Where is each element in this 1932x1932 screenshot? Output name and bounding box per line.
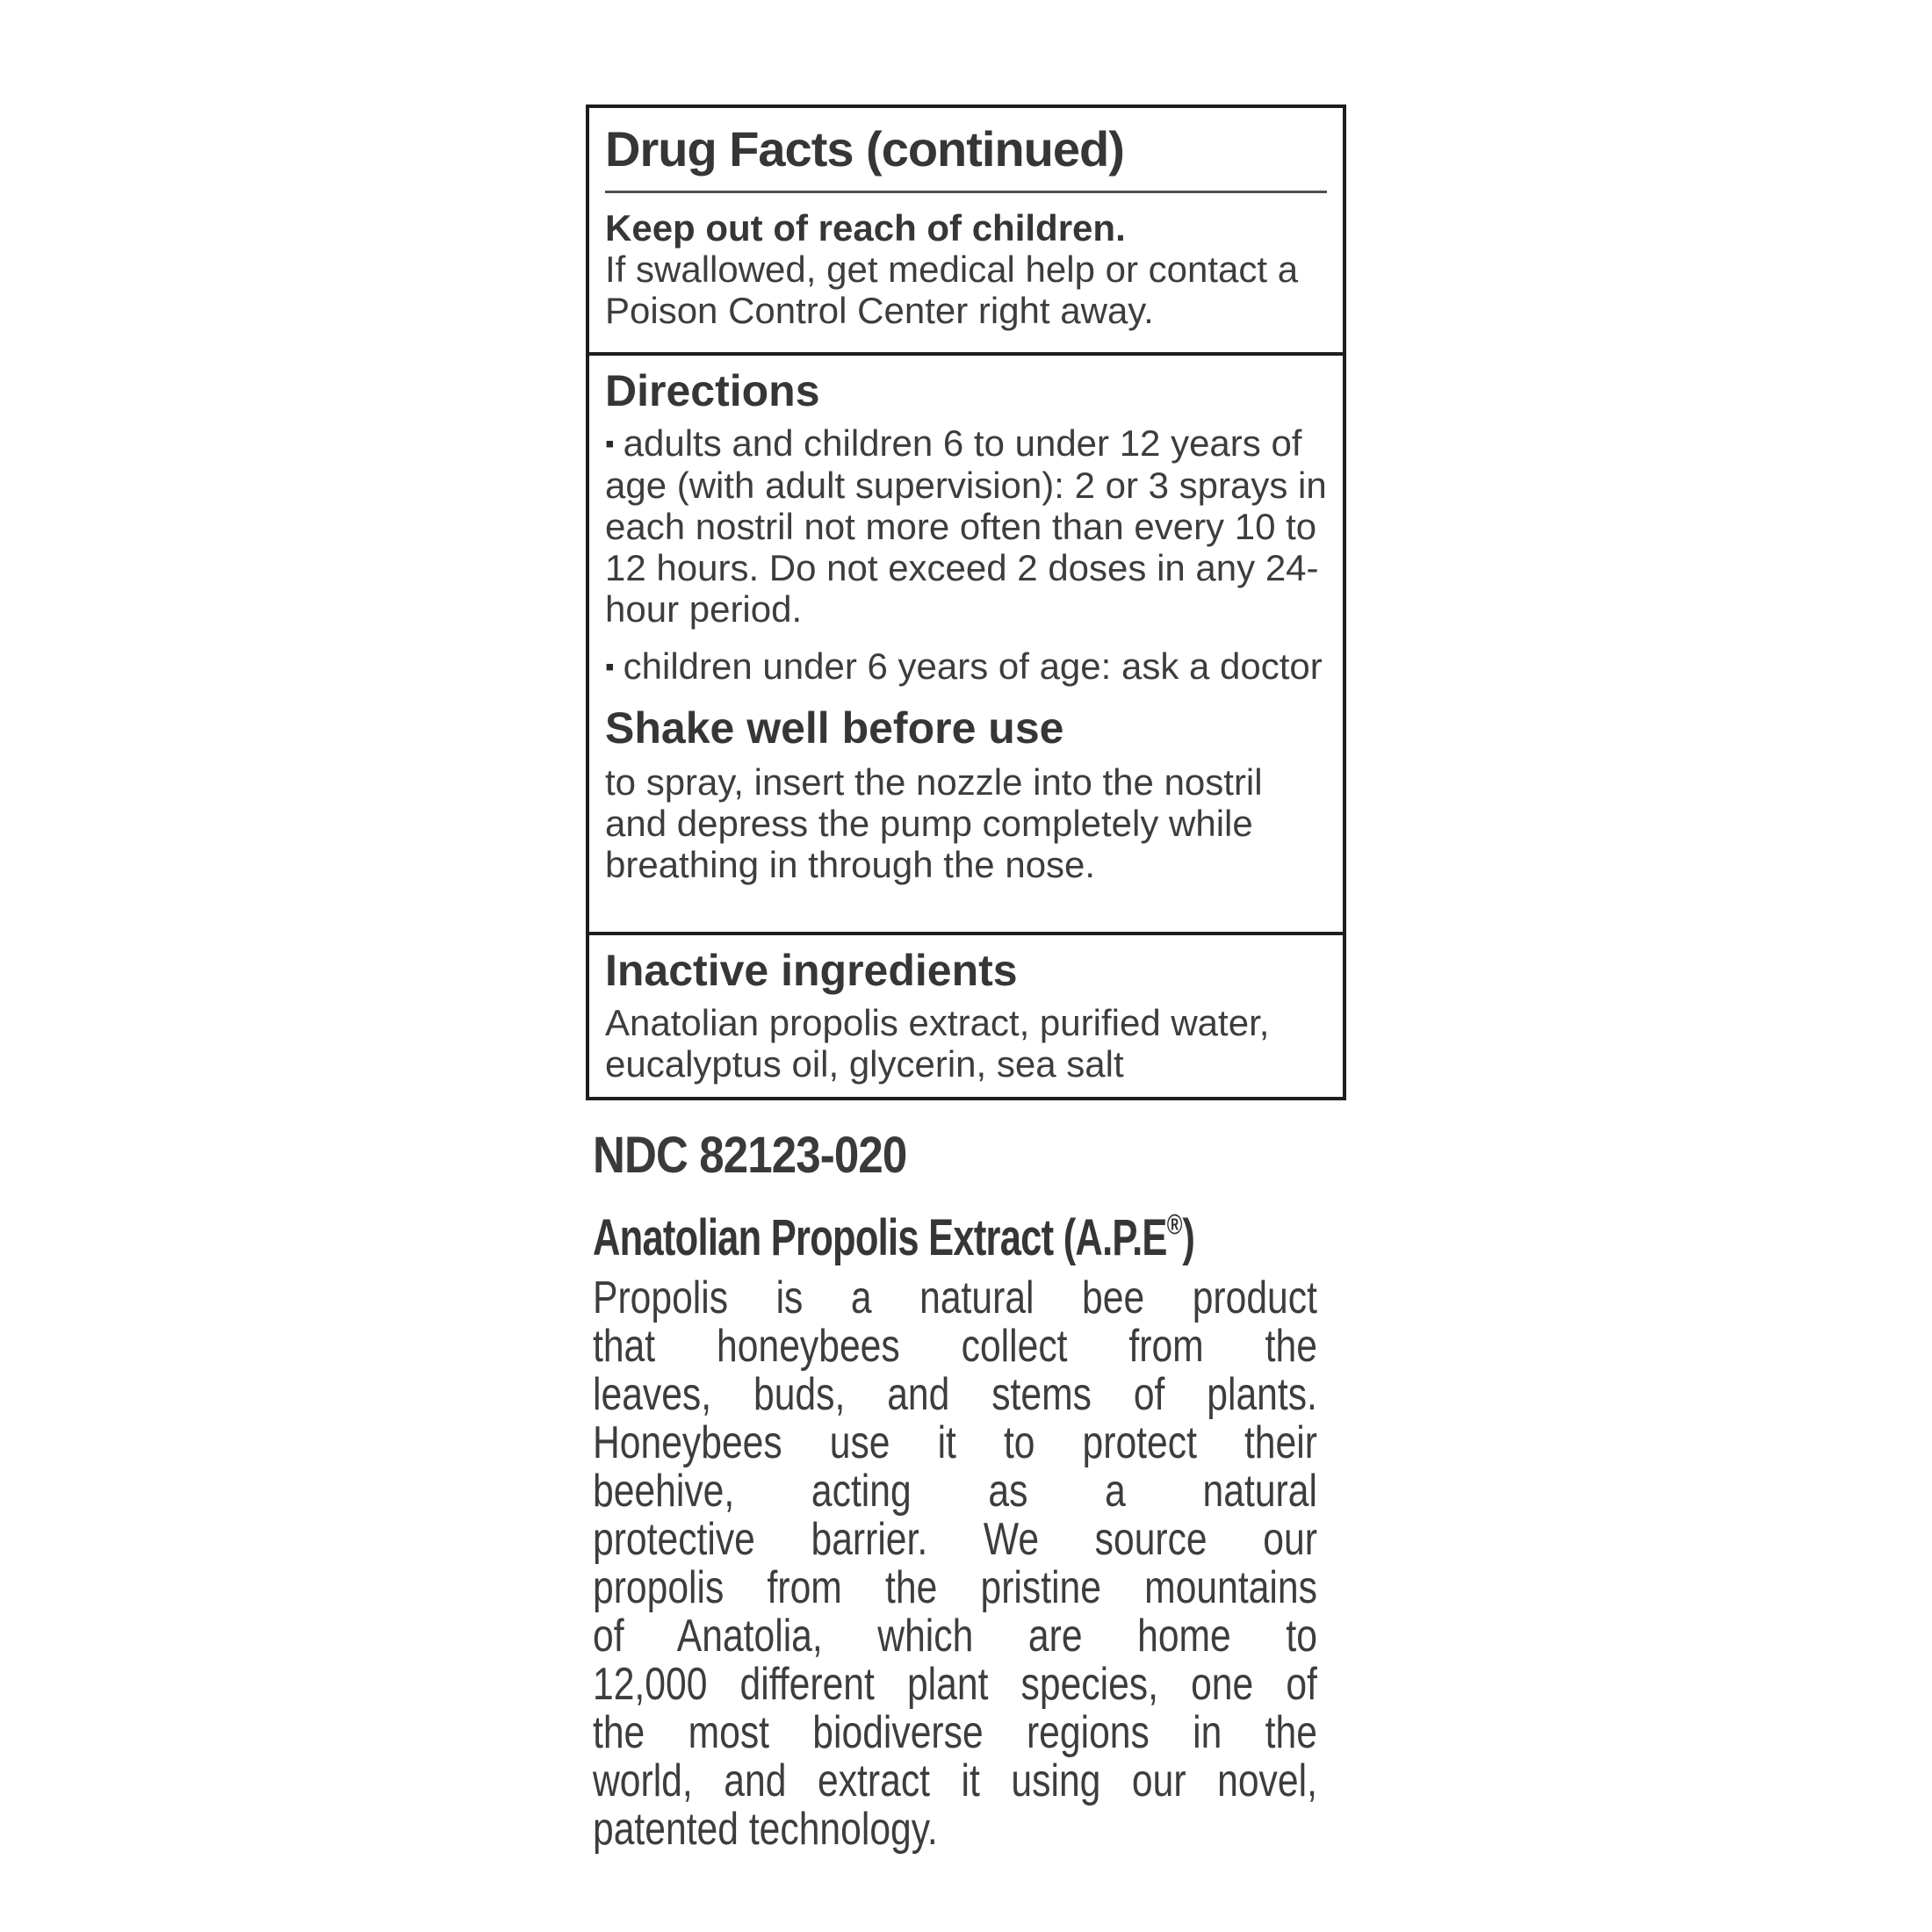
directions-box [586,352,1346,935]
extract-heading [593,1197,1317,1265]
inactive-ingredients-heading: Inactive ingredients [605,946,1018,995]
extract-heading-close: ) [1182,1209,1195,1266]
square-bullet-icon: ▪ [605,429,615,458]
keep-out-body: If swallowed, get medical help or contact a Poison Control Center right away. [605,249,1299,331]
directions-bullet-1 [605,422,1327,630]
registered-trademark-icon: ® [1166,1208,1183,1240]
product-info-section [593,1128,1346,1854]
description-line: propolis from the pristine mountains [593,1564,1317,1612]
title-divider [605,191,1327,193]
extract-heading-text: Anatolian Propolis Extract (A.P.E [593,1209,1167,1266]
drug-facts-continued-box [586,105,1346,356]
directions-bullet-2-text: children under 6 years of age: ask a doctor [623,645,1323,687]
square-bullet-icon: ▪ [605,652,615,681]
description-line: that honeybees collect from the [593,1323,1317,1371]
description-line: leaves, buds, and stems of plants. [593,1371,1317,1419]
keep-out-heading: Keep out of reach of children. [605,207,1126,249]
propolis-description [593,1274,1317,1854]
description-line: the most biodiverse regions in the [593,1709,1317,1757]
label-column [586,105,1346,1854]
description-line: Honeybees use it to protect their [593,1419,1317,1467]
shake-well-heading: Shake well before use [605,703,1064,753]
description-line: Propolis is a natural bee product [593,1274,1317,1323]
description-line: 12,000 different plant species, one of [593,1661,1317,1709]
drug-facts-title: Drug Facts (continued) [605,121,1124,177]
description-line: patented technology. [593,1806,938,1854]
description-line: protective barrier. We source our [593,1516,1317,1564]
directions-bullet-2 [605,645,1327,688]
inactive-ingredients-box [586,932,1346,1100]
directions-heading: Directions [605,366,820,415]
shake-well-body: to spray, insert the nozzle into the nostril and depress the pump completely while breathing in through the nose. [605,761,1263,885]
inactive-ingredients-body: Anatolian propolis extract, purified water, eucalyptus oil, glycerin, sea salt [605,1002,1270,1085]
description-line: world, and extract it using our novel, [593,1757,1317,1806]
ndc-number: NDC 82123-020 [593,1127,907,1184]
directions-bullet-1-text: adults and children 6 to under 12 years of age (with adult supervision): 2 or 3 sprays in each nostril not more often than every 10 to 12 hours. Do not exceed 2 doses in any 24-hour period. [605,422,1327,630]
description-line: of Anatolia, which are home to [593,1612,1317,1661]
description-line: beehive, acting as a natural [593,1467,1317,1516]
